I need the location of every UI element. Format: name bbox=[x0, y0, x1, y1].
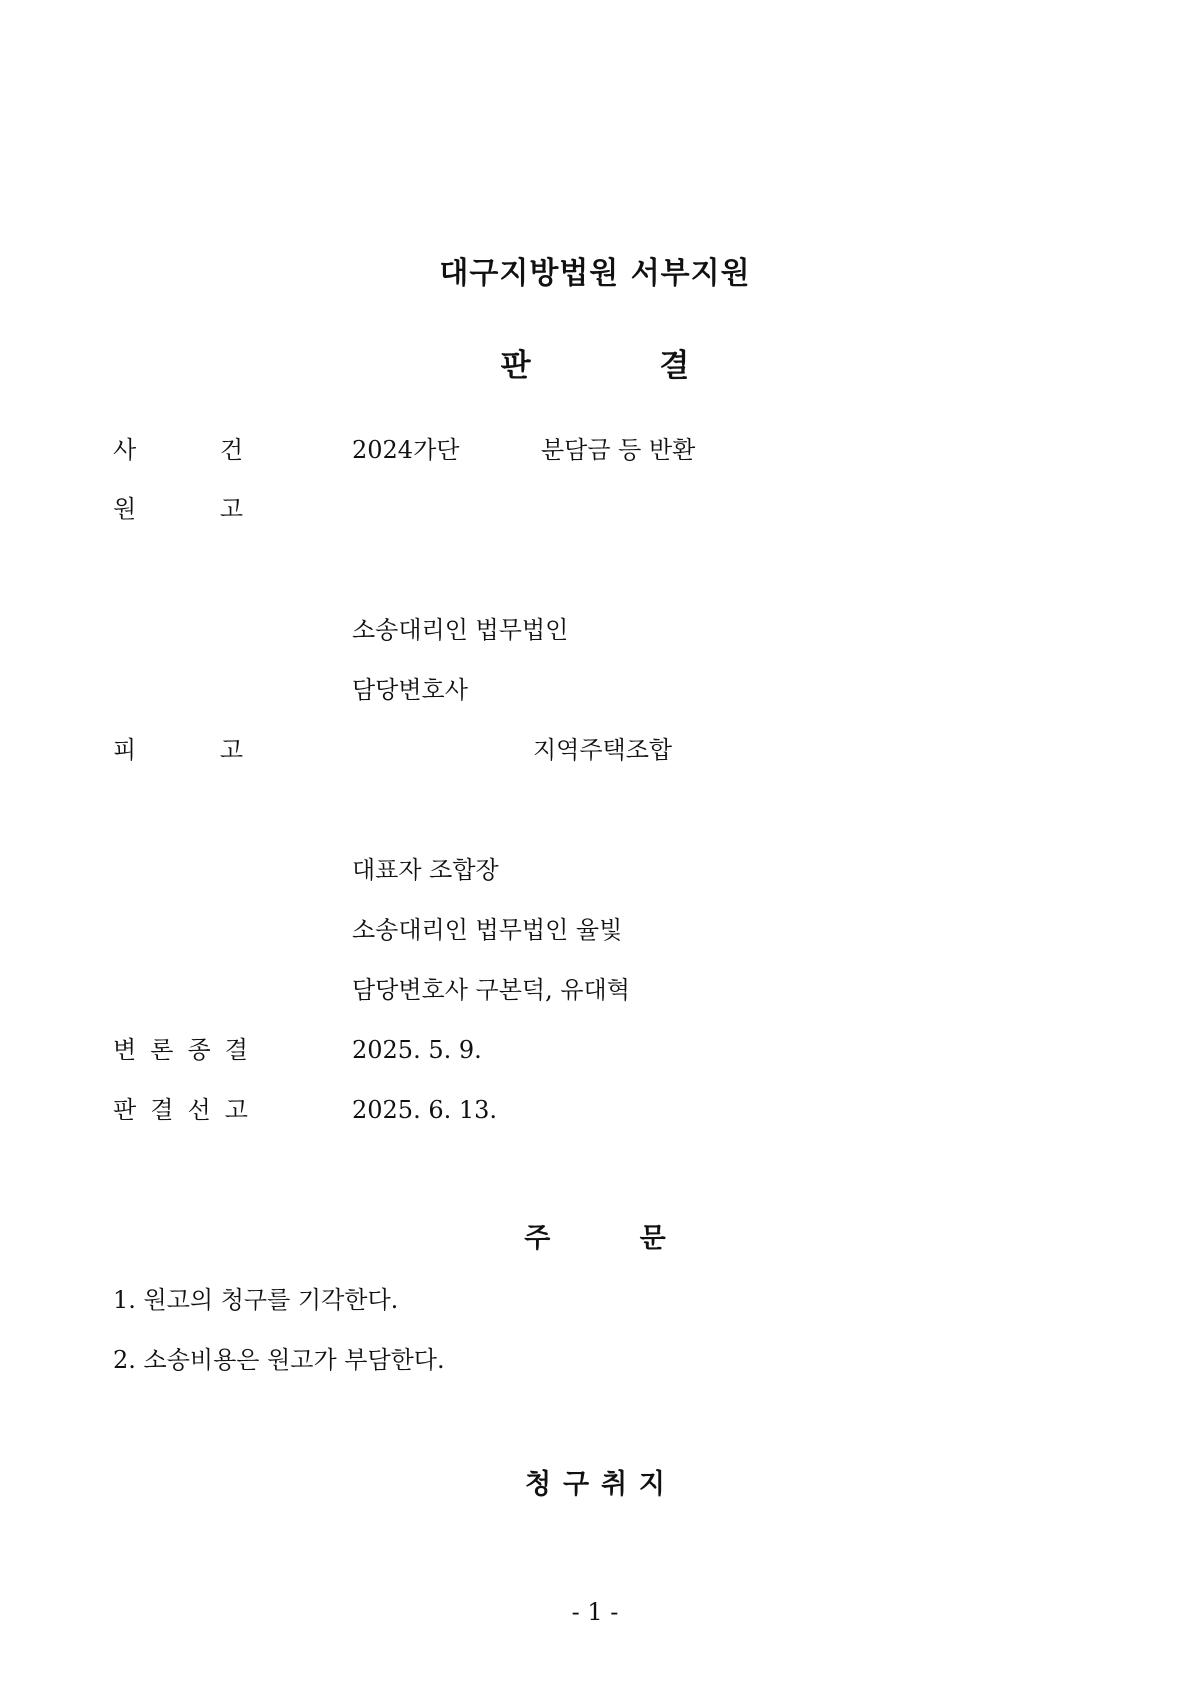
plaintiff-attorney-row bbox=[0, 612, 1190, 648]
defendant-representative: 대표자 조합장 bbox=[352, 856, 499, 884]
page-number: - 1 - bbox=[571, 1598, 619, 1626]
case-number: 2024가단 bbox=[352, 436, 460, 464]
plaintiff-lawyer: 담당변호사 bbox=[352, 676, 468, 704]
case-row bbox=[0, 432, 1190, 468]
case-name: 분담금 등 반환 bbox=[541, 436, 696, 464]
defendant-label: 피 고 bbox=[113, 736, 243, 764]
plaintiff-lawyer-row bbox=[0, 672, 1190, 708]
plaintiff-label: 원 고 bbox=[113, 495, 243, 523]
plaintiff-row bbox=[0, 491, 1190, 527]
closing-date: 2025. 5. 9. bbox=[352, 1036, 482, 1064]
case-label: 사 건 bbox=[113, 436, 243, 464]
judgment-date-label: 판 결 선 고 bbox=[113, 1096, 248, 1124]
order-item: 2. 소송비용은 원고가 부담한다. bbox=[113, 1346, 445, 1374]
defendant-attorney-row bbox=[0, 912, 1190, 948]
order-heading: 주 문 bbox=[524, 1223, 666, 1254]
court-name: 대구지방법원 서부지원 bbox=[439, 256, 751, 291]
plaintiff-attorney: 소송대리인 법무법인 bbox=[352, 616, 569, 644]
defendant-representative-row bbox=[0, 852, 1190, 888]
claim-heading: 청 구 취 지 bbox=[525, 1469, 665, 1500]
closing-label: 변 론 종 결 bbox=[113, 1036, 248, 1064]
judgment-date: 2025. 6. 13. bbox=[352, 1096, 498, 1124]
document-title: 판 결 bbox=[500, 348, 690, 384]
defendant-lawyer: 담당변호사 구본덕, 유대혁 bbox=[352, 976, 630, 1004]
defendant-lawyer-row bbox=[0, 972, 1190, 1008]
closing-row bbox=[0, 1032, 1190, 1068]
defendant-row bbox=[0, 732, 1190, 768]
defendant-name: 지역주택조합 bbox=[533, 736, 673, 764]
order-item: 1. 원고의 청구를 기각한다. bbox=[113, 1286, 399, 1314]
defendant-attorney: 소송대리인 법무법인 율빛 bbox=[352, 916, 623, 944]
judgment-date-row bbox=[0, 1092, 1190, 1128]
